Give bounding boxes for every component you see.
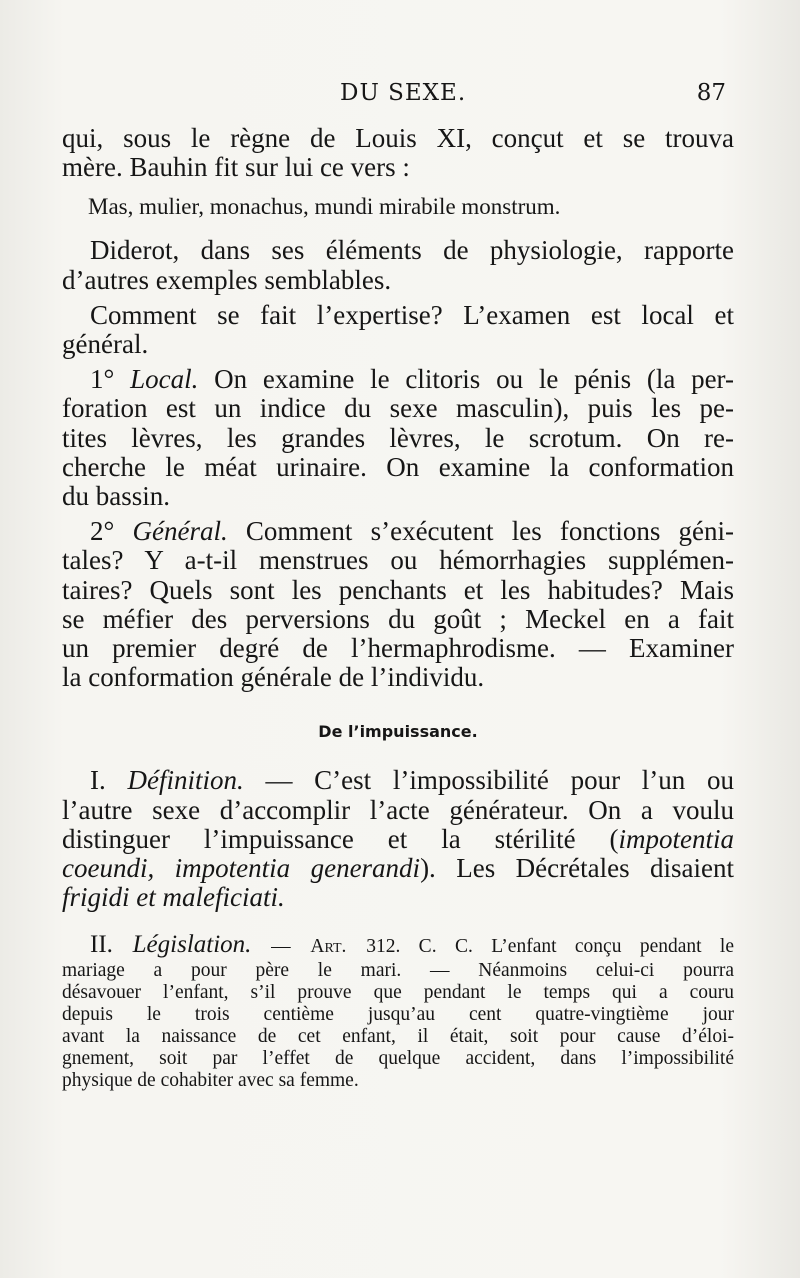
text-line: frigidi et maleficiati. (62, 882, 285, 913)
text-line: depuis le trois centième jusqu’au cent quatre-vingtième jour (62, 1004, 734, 1026)
item-number: 2° (90, 516, 115, 547)
article-label: Art. (310, 936, 347, 958)
text-line: mariage a pour père le mari. — Néanmoins celui-ci pourra (62, 960, 734, 982)
text-line: gnement, soit par l’effet de quelque accident, dans l’impossibilité (62, 1048, 734, 1070)
text-line: Comment se fait l’expertise? L’examen est local et (90, 299, 734, 330)
text-line: un premier degré de l’hermaphrodisme. — Examiner (62, 633, 734, 664)
text-line: distinguer l’impuissance et la stérilité (impotentia (62, 823, 734, 854)
section-heading: De l’impuissance. (318, 722, 478, 742)
item-title: Local. (130, 364, 199, 395)
item-number: II. (90, 931, 113, 959)
paragraph-local (62, 365, 734, 511)
text-line: 2° Général. Comment s’exécutent les fonctions géni- (90, 516, 735, 547)
item-number: I. (90, 765, 106, 796)
text-line: II. Législation. — Art. 312. C. C. L’enfant conçu pendant le (90, 931, 735, 959)
text-line: qui, sous le règne de Louis XI, conçut et se trouva (62, 123, 734, 153)
text-line: Diderot, dans ses éléments de physiologie, rapporte (90, 235, 734, 266)
item-number: 1° (90, 364, 115, 395)
paragraph-2 (62, 236, 734, 294)
text-line: mère. Bauhin fit sur lui ce vers : (62, 152, 410, 183)
item-title: Général. (132, 516, 228, 547)
text-line: cherche le méat urinaire. On examine la conformation (62, 451, 734, 482)
text-line: physique de cohabiter avec sa femme. (62, 1070, 359, 1092)
text-line: taires? Quels sont les penchants et les habitudes? Mais (62, 574, 734, 605)
page-header (62, 80, 732, 114)
paragraph-definition (62, 766, 734, 912)
item-title: Définition. (127, 765, 244, 796)
page-number: 87 (696, 80, 726, 106)
text-line: du bassin. (62, 481, 170, 512)
text-line: général. (62, 329, 149, 360)
text-line: coeundi, impotentia generandi). Les Décrétales disaient (62, 853, 734, 884)
text-line: tales? Y a-t-il menstrues ou hémorrhagies supplémen- (62, 545, 734, 576)
paragraph-3 (62, 301, 734, 359)
text-line: l’autre sexe d’accomplir l’acte générateur. On a voulu (62, 794, 734, 825)
latin-verse: Mas, mulier, monachus, mundi mirabile monstrum. (88, 194, 561, 220)
text-line: la conformation générale de l’individu. (62, 662, 485, 693)
text-line: foration est un indice du sexe masculin), puis les pe- (62, 393, 734, 424)
paragraph-general (62, 517, 734, 692)
running-head: DU SEXE. (340, 80, 467, 106)
paragraph-legislation (62, 930, 734, 1092)
text-line: se méfier des perversions du goût ; Meckel en a fait (62, 603, 734, 634)
text-line: désavouer l’enfant, s’il prouve que pendant le temps qui a couru (62, 982, 734, 1004)
text-line: I. Définition. — C’est l’impossibilité pour l’un ou (90, 765, 734, 796)
text-line: 1° Local. On examine le clitoris ou le pénis (la per- (90, 364, 735, 395)
text-line: avant la naissance de cet enfant, il était, soit pour cause d’éloi- (62, 1026, 734, 1048)
body-text (62, 124, 734, 1092)
paragraph-1 (62, 124, 734, 182)
item-title: Législation. (132, 931, 252, 959)
text-line: tites lèvres, les grandes lèvres, le scrotum. On re- (62, 422, 734, 453)
text-line: d’autres exemples semblables. (62, 264, 392, 295)
